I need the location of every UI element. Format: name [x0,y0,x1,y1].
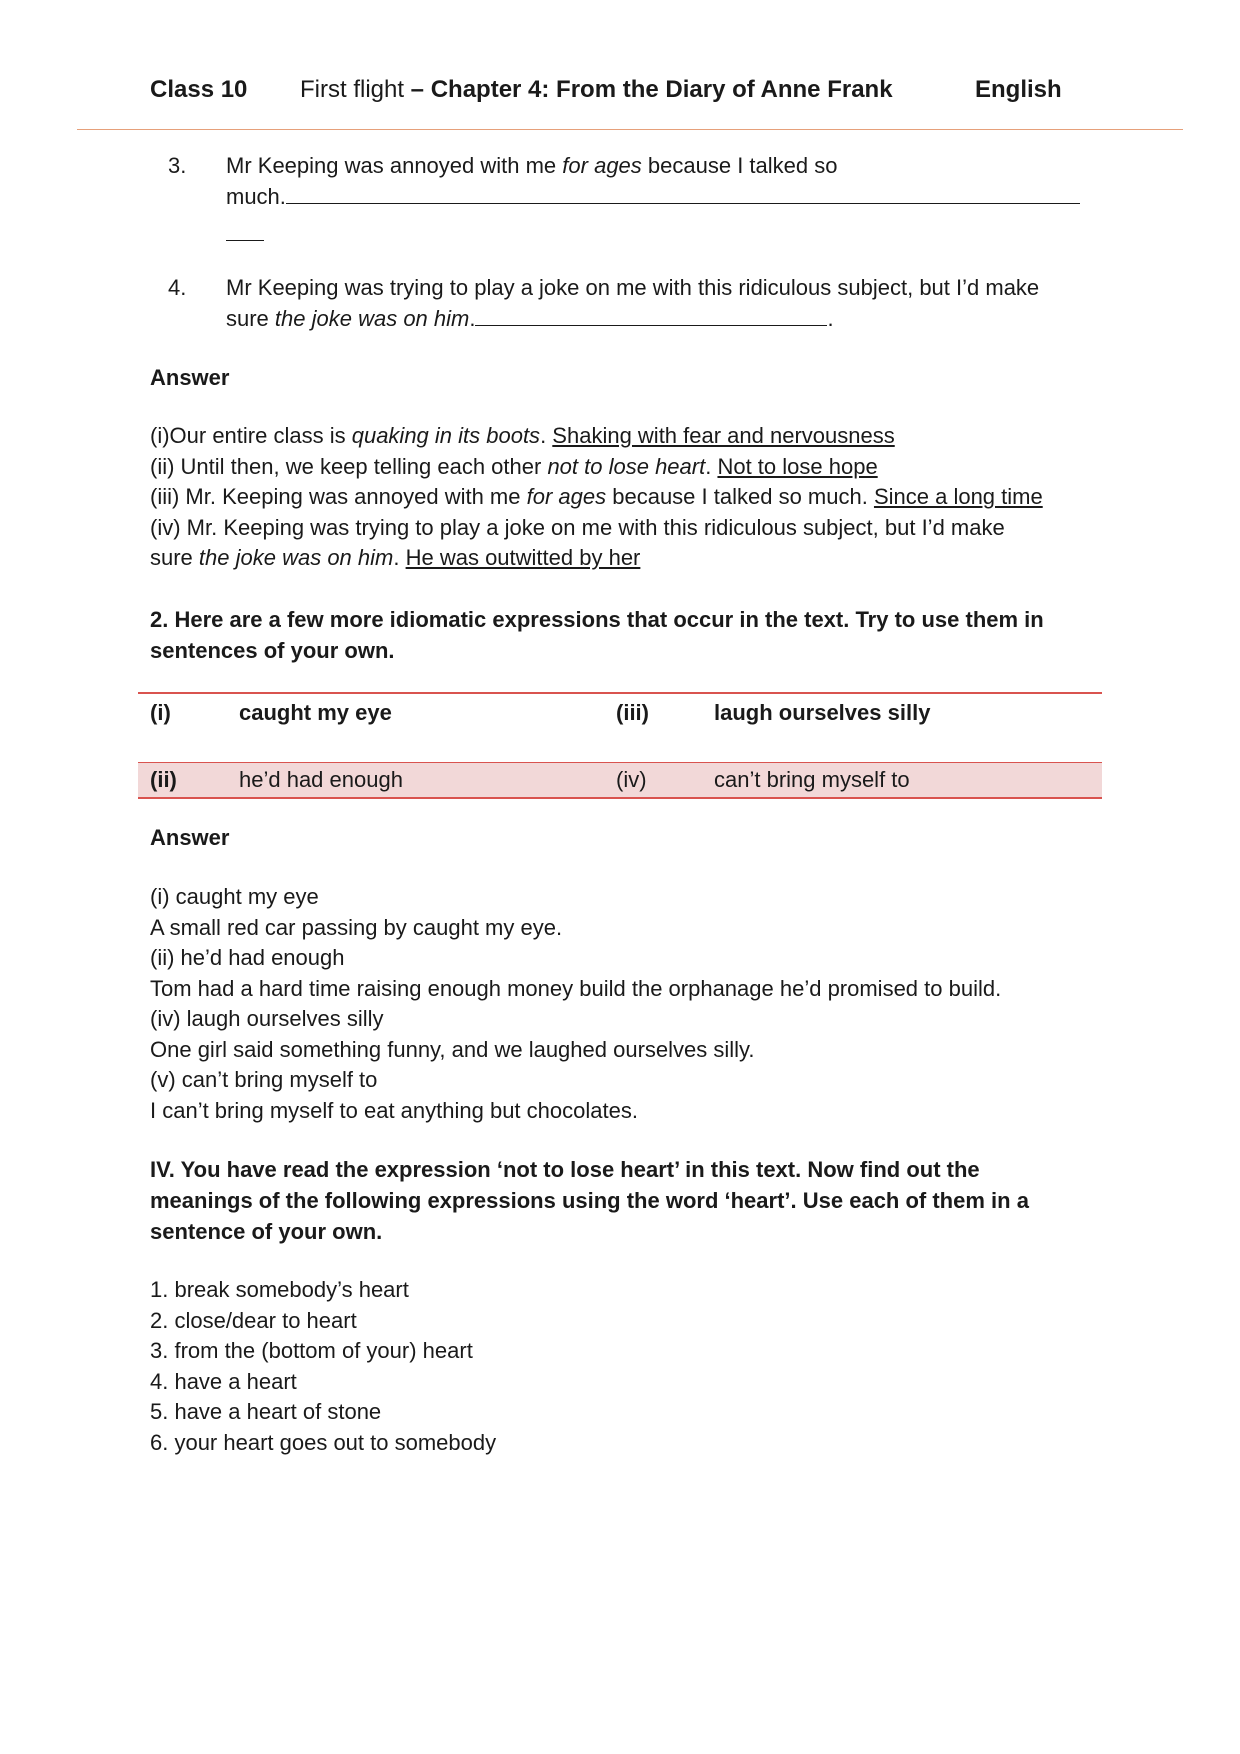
heading-line: meanings of the following expressions using the word ‘heart’. Use each of them in a [150,1188,1029,1213]
answer-line: (v) can’t bring myself to [150,1067,378,1092]
answer-line: One girl said something funny, and we laughed ourselves silly. [150,1036,755,1062]
list-item: 5. have a heart of stone [150,1399,382,1424]
q4-post2: . [469,306,476,331]
idiom-text: not to lose heart [547,453,706,479]
idiom-text: quaking in its boots [351,423,541,448]
answer-text: (iii) Mr. Keeping was annoyed with me [150,484,527,509]
table-row [138,693,1102,763]
answer-line [150,421,1100,452]
idiom-text: for ages [526,484,607,509]
answer-text: (iv) Mr. Keeping was trying to play a joke on me with this ridiculous subject, but I’d make [150,514,1005,540]
list-item: 4. have a heart [150,1368,297,1394]
answer-line: A small red car passing by caught my eye. [150,914,563,940]
heading-line: sentences of your own. [150,638,395,663]
section-4-heading [150,1154,1029,1247]
list-item: 2. close/dear to heart [150,1307,357,1333]
table-cell: (iii) [604,693,702,763]
answer-text: . [705,453,718,479]
idioms-table [138,692,1102,799]
meaning-text: He was outwitted by her [405,545,641,570]
question-text [226,272,1146,334]
answer-line: Tom had a hard time raising enough money build the orphanage he’d promised to build. [150,975,1002,1001]
heart-expressions-list [150,1275,496,1458]
table-cell: (ii) [138,763,227,799]
answer-text: . [540,423,553,448]
answer-line: (i) caught my eye [150,884,319,909]
meaning-text: Not to lose hope [717,453,878,479]
answer-block-1 [150,421,1100,574]
question-number: 3. [168,153,187,178]
q4-line1: Mr Keeping was trying to play a joke on me with this ridiculous subject, but I’d make [226,275,1040,300]
chapter-title [300,76,893,104]
answer-line [150,513,1100,544]
q3-text-post: because I talked so [641,153,838,178]
q3-text-line2: much. [226,184,286,209]
section-2-heading [150,604,1044,666]
answer-text: because I talked so much. [606,484,874,509]
q4-pre2: sure [226,306,275,331]
title-dash: – [404,76,431,103]
question-number: 4. [168,275,187,300]
meaning-text: Shaking with fear and nervousness [552,423,895,448]
list-item: 3. from the (bottom of your) heart [150,1338,473,1363]
table-cell: can’t bring myself to [702,763,1102,799]
answer-line: (iv) laugh ourselves silly [150,1006,384,1031]
table-row [138,763,1102,799]
meaning-text: Since a long time [873,484,1043,509]
q3-text-pre: Mr Keeping was annoyed with me [226,153,563,178]
answer-text: (ii) Until then, we keep telling each other [150,453,548,479]
table-cell: (i) [138,693,227,763]
answer-text: (i)Our entire class is [150,423,352,448]
subject-label: English [975,76,1062,103]
answer-text: . [393,545,406,570]
answer-text: sure [150,545,199,570]
list-item: 6. your heart goes out to somebody [150,1429,497,1455]
list-item: 1. break somebody’s heart [150,1277,409,1302]
book-name: First flight [300,76,405,103]
class-label: Class 10 [150,76,248,103]
q4-end: . [827,306,834,331]
heading-line: IV. You have read the expression ‘not to lose heart’ in this text. Now find out the [150,1157,980,1182]
answer-blank-cont [226,218,264,241]
answer-line: (ii) he’d had enough [150,945,345,970]
table-cell: laugh ourselves silly [702,693,1102,763]
chapter-name: Chapter 4: From the Diary of Anne Frank [430,76,893,103]
table-cell: he’d had enough [227,763,604,799]
table-cell: (iv) [604,763,702,799]
idiom-text: the joke was on him [198,545,394,570]
header-divider [77,129,1183,130]
answer-heading: Answer [150,365,230,390]
question-text [226,150,1096,249]
answer-blank[interactable] [475,303,827,326]
q3-text-em: for ages [562,153,642,178]
answer-blank[interactable] [286,181,1080,204]
answer-line [150,543,1100,574]
q4-em: the joke was on him [274,306,470,331]
answer-line [150,482,1100,513]
answer-heading: Answer [150,825,230,850]
heading-line: 2. Here are a few more idiomatic expressions that occur in the text. Try to use them in [150,607,1044,632]
heading-line: sentence of your own. [150,1219,383,1244]
answer-line [150,452,1100,483]
table-cell: caught my eye [227,693,604,763]
answer-line: I can’t bring myself to eat anything but chocolates. [150,1097,638,1123]
answer-block-2 [150,882,1100,1126]
